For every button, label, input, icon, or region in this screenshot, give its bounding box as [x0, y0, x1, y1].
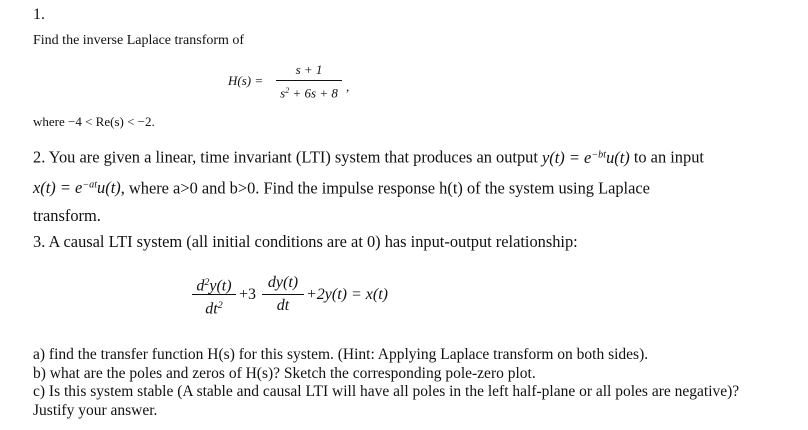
fraction-numerator: s + 1 [295, 62, 323, 77]
problem-3-part-b: b) what are the poles and zeros of H(s)? Sketch the corresponding pole-zero plot. [33, 365, 536, 382]
problem-2-line-3: transform. [33, 206, 101, 226]
problem-2 [33, 141, 773, 230]
input-expression: $x(t) = e^{-at}u(t)$ [33, 178, 121, 198]
problem-3-intro: 3. A causal LTI system (all initial conditions are at 0) has input-output relationship: [33, 232, 578, 251]
transfer-function-fraction [276, 62, 342, 99]
fraction-bar [276, 80, 342, 81]
first-derivative-fraction [262, 273, 304, 316]
fraction-denominator: $s^2 + 6s + 8$ [280, 85, 338, 101]
second-derivative-numerator: $d^2y(t)$ [196, 277, 232, 295]
problem-1-number: 1. [33, 6, 45, 23]
region-of-convergence: where −4 < Re(s) < −2. [33, 114, 155, 129]
fraction-bar [262, 294, 304, 295]
second-derivative-fraction [192, 273, 236, 316]
problem-3-part-a: a) find the transfer function H(s) for this system. (Hint: Applying Laplace transform on both sides). [33, 346, 649, 363]
problem-2-line-2: $x(t) = e^{-at}u(t)$, where a>0 and b>0. Find the impulse response h(t) of the system using Laplace [33, 178, 650, 198]
second-derivative-denominator: $dt^2$ [205, 300, 223, 318]
equation-comma: , [346, 79, 350, 94]
first-derivative-numerator: dy(t) [267, 274, 299, 291]
problem-1-instruction: Find the inverse Laplace transform of [33, 33, 245, 48]
problem-3-part-c: c) Is this system stable (A stable and causal LTI will have all poles in the left half-plane or all poles are negative)? Justify your answer. [33, 383, 740, 419]
problem-2-line-1: 2. You are given a linear, time invariant (LTI) system that produces an output $y(t) = e^{-bt}u(t)$ to an input [33, 147, 704, 167]
transfer-function-lhs: H(s) = [228, 73, 264, 88]
output-expression: $y(t) = e^{-bt}u(t)$ [542, 147, 630, 167]
first-derivative-denominator: dt [276, 297, 290, 314]
equation-remainder: +2y(t) = x(t) [306, 286, 388, 303]
plus-three-operator: +3 [239, 286, 257, 303]
